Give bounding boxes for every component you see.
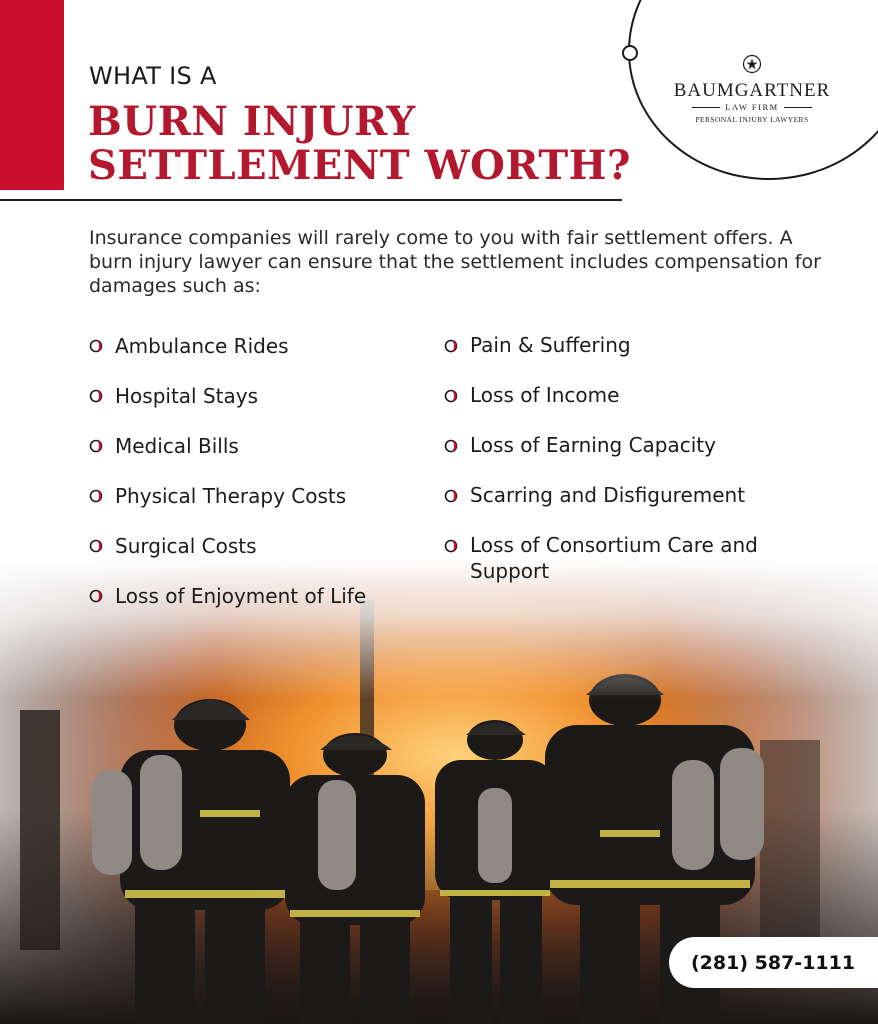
brand-subtitle-row: [672, 102, 832, 112]
list-item: [443, 332, 800, 358]
list-item-label: Loss of Income: [470, 383, 620, 407]
list-item-label: Loss of Earning Capacity: [470, 433, 716, 457]
divider: [692, 107, 720, 108]
list-item: [88, 432, 366, 461]
list-item-label: Medical Bills: [115, 434, 239, 458]
list-item-label: Hospital Stays: [115, 384, 259, 408]
circle-bullet-icon: [88, 488, 104, 504]
list-item: [443, 382, 800, 408]
intro-paragraph: Insurance companies will rarely come to you with fair settlement offers. A burn injury lawyer can ensure that the settlement includes compensation for damages such as:: [89, 227, 821, 297]
list-item: [88, 482, 366, 511]
circle-bullet-icon: [443, 338, 459, 354]
list-item: [443, 482, 800, 508]
brand-subtitle: LAW FIRM: [725, 102, 779, 112]
brand-tagline: PERSONAL INJURY LAWYERS: [695, 115, 809, 124]
circle-bullet-icon: [88, 588, 104, 604]
circle-bullet-icon: [443, 488, 459, 504]
circle-bullet-icon: [88, 538, 104, 554]
baumgartner-logo[interactable]: [672, 54, 832, 124]
circle-bullet-icon: [443, 538, 459, 554]
title-line-1: BURN INJURY: [88, 98, 416, 145]
brand-name: BAUMGARTNER: [673, 80, 831, 101]
circle-bullet-icon: [88, 338, 104, 354]
circle-node-decoration: [622, 45, 638, 61]
circle-bullet-icon: [443, 438, 459, 454]
list-item: [443, 432, 800, 458]
damages-list-left: [88, 332, 366, 632]
divider: [784, 107, 812, 108]
title-underline: [0, 199, 622, 201]
list-item: [88, 582, 366, 611]
heading-eyebrow: WHAT IS A: [89, 62, 217, 90]
list-item: [443, 532, 800, 584]
title-line-2: SETTLEMENT WORTH?: [88, 142, 631, 189]
list-item: [88, 532, 366, 561]
circle-bullet-icon: [88, 388, 104, 404]
list-item-label: Pain & Suffering: [470, 333, 631, 357]
list-item-label: Loss of Enjoyment of Life: [115, 584, 367, 608]
list-item: [88, 332, 366, 361]
circle-bullet-icon: [443, 388, 459, 404]
phone-number: (281) 587-1111: [691, 951, 856, 974]
list-item-label: Ambulance Rides: [115, 334, 289, 358]
list-item-label: Physical Therapy Costs: [115, 484, 347, 508]
list-item-label: Surgical Costs: [115, 534, 257, 558]
accent-bar: [0, 0, 64, 190]
circle-bullet-icon: [88, 438, 104, 454]
list-item: [88, 382, 366, 411]
list-item-label: Scarring and Disfigurement: [470, 483, 746, 507]
star-seal-icon: [742, 54, 762, 74]
damages-list-right: [443, 332, 800, 608]
page-title: [88, 100, 631, 188]
list-item-label: Loss of Consortium Care and Support: [470, 533, 758, 583]
phone-number-button[interactable]: [669, 937, 878, 988]
